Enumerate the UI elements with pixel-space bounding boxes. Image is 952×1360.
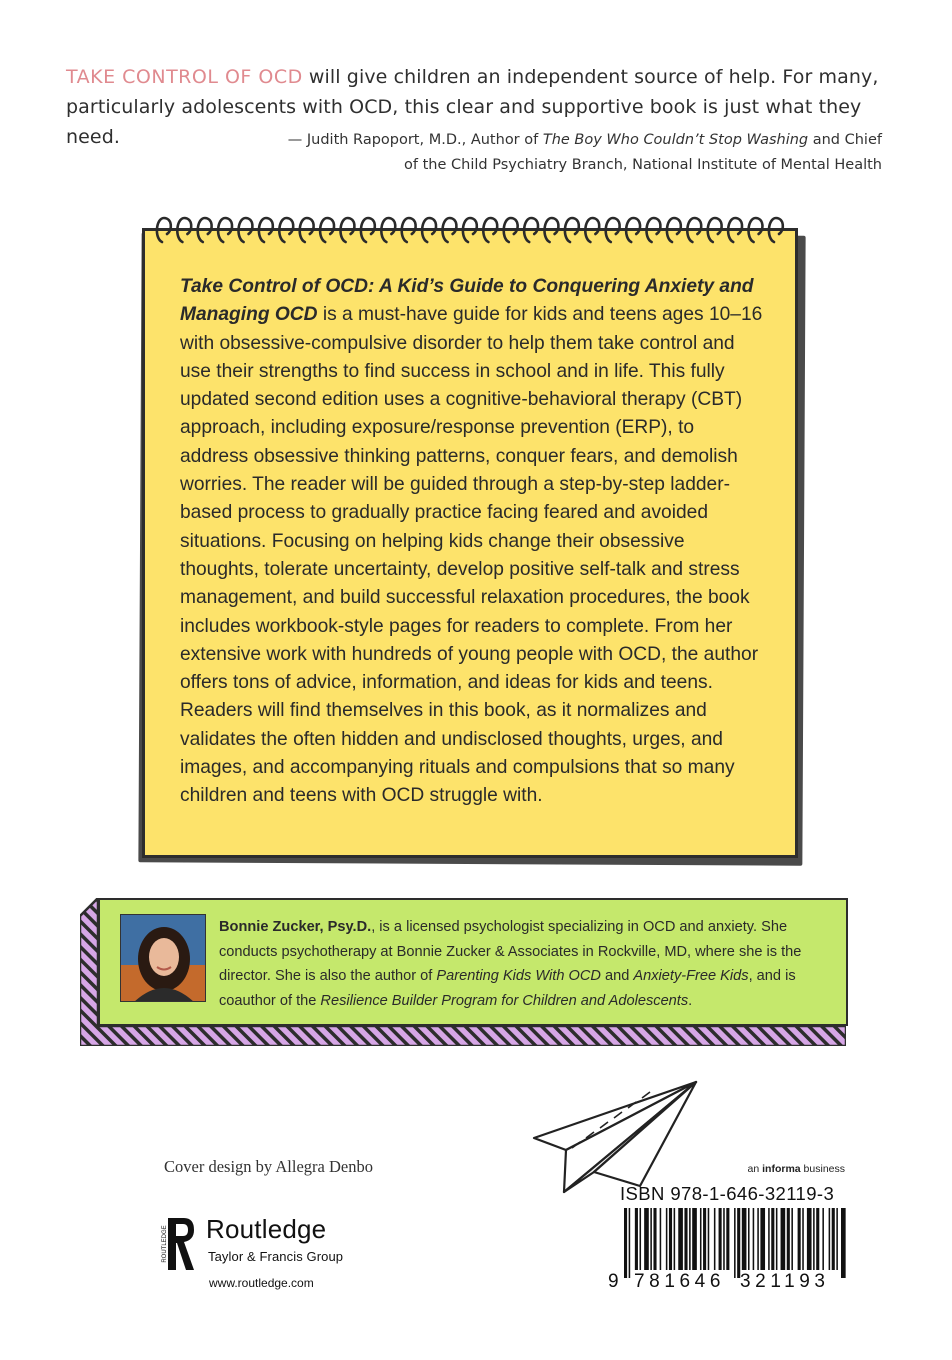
- author-name: Bonnie Zucker, Psy.D.: [219, 919, 372, 935]
- barcode-bar: [816, 1208, 819, 1270]
- spiral-loop: [708, 218, 722, 242]
- barcode-bar: [737, 1208, 740, 1278]
- spiral-loop: [300, 218, 314, 242]
- barcode-bar: [650, 1208, 652, 1270]
- informa-business: [748, 1163, 845, 1175]
- spiral-loop: [667, 218, 681, 242]
- informa-suffix: business: [800, 1163, 845, 1175]
- barcode-bar: [629, 1208, 631, 1278]
- barcode-bar: [714, 1208, 716, 1270]
- barcode-bar: [748, 1208, 750, 1270]
- spiral-loop: [606, 218, 620, 242]
- description-body: is a must-have guide for kids and teens ages 10–16 with obsessive-compulsive disorder to help them take control and use their strengths to find success in school and in life. This fully updated second edition uses a cognitive-behavioral therapy (CBT) approach, including exposure/response prevention (ERP), to address obsessive thinking patterns, conquer fears, and demolish worries. The reader will be guided through a step-by-step ladder-based process to gradually practice facing feared and avoided situations. Focusing on helping kids change their obsessive thoughts, tolerate uncertainty, develop positive self-talk and stress management, and build successful relaxation procedures, the book includes workbook-style pages for readers to complete. From her extensive work with hundreds of young people with OCD, the author offers tons of advice, information, and ideas for kids and teens. Readers will find themselves in this book, as it normalizes and validates the often hidden and undisclosed thoughts, urges, and images, and accompanying rituals and compulsions that so many children and teens with OCD struggle with.: [180, 304, 763, 807]
- bio-book-2: Anxiety-Free Kids: [633, 968, 749, 984]
- spiral-loop: [279, 218, 293, 242]
- barcode-bar: [813, 1208, 815, 1270]
- bio-text-3: , and is coauthor of the: [219, 968, 796, 1009]
- attribution-book: The Boy Who Couldn’t Stop Washing: [542, 132, 809, 148]
- spiral-loop: [381, 218, 395, 242]
- publisher-url: www.routledge.com: [209, 1276, 314, 1290]
- author-bio: [219, 915, 831, 1013]
- barcode-bar: [640, 1208, 642, 1270]
- cover-design-credit: Cover design by Allegra Denbo: [164, 1157, 373, 1176]
- barcode-group-2: 321193: [740, 1271, 830, 1292]
- spiral-loop: [565, 218, 579, 242]
- barcode-bar: [726, 1208, 729, 1270]
- spiral-binding-icon: [142, 212, 798, 248]
- barcode-bar: [660, 1208, 662, 1270]
- spiral-loop: [341, 218, 355, 242]
- spiral-loop: [443, 218, 457, 242]
- barcode-bar: [776, 1208, 778, 1270]
- description-title: Take Control of OCD: A Kid’s Guide to Conquering Anxiety and Managing OCD: [180, 276, 754, 326]
- barcode-bar: [684, 1208, 687, 1270]
- barcode-bar: [723, 1208, 725, 1270]
- bio-text-1: , is a licensed psychologist specializing in OCD and anxiety. She conducts psychotherapy at Bonnie Zucker & Associates in Rockville, MD, where she is the director. She is also the author of: [219, 919, 802, 984]
- attribution-suffix: and Chief of the Child Psychiatry Branch, National Institute of Mental Health: [404, 132, 882, 173]
- barcode-bar: [787, 1208, 790, 1270]
- informa-prefix: an: [747, 1163, 763, 1175]
- routledge-logo-icon: [160, 1216, 196, 1272]
- spiral-loop: [504, 218, 518, 242]
- spiral-loop: [320, 218, 334, 242]
- isbn-label: ISBN 978-1-646-32119-3: [620, 1183, 835, 1204]
- publisher-name: Routledge: [206, 1214, 327, 1244]
- barcode-bar: [669, 1208, 672, 1270]
- spiral-loop: [728, 218, 742, 242]
- spiral-loop: [157, 218, 171, 242]
- spiral-loop: [626, 218, 640, 242]
- spiral-loop: [218, 218, 232, 242]
- bio-book-3: Resilience Builder Program for Children and Adolescents: [320, 992, 689, 1009]
- spiral-loop: [769, 218, 783, 242]
- barcode-bar: [653, 1208, 656, 1270]
- spiral-loop: [687, 218, 701, 242]
- barcode-bar: [798, 1208, 801, 1270]
- spiral-loop: [463, 218, 477, 242]
- bio-text-4: .: [688, 992, 693, 1009]
- barcode-bar: [781, 1208, 786, 1270]
- barcode-bar: [703, 1208, 706, 1270]
- barcode-bar: [791, 1208, 793, 1270]
- barcode-bar: [768, 1208, 770, 1270]
- spiral-loop: [585, 218, 599, 242]
- spiral-loop: [483, 218, 497, 242]
- bio-book-1: Parenting Kids With OCD: [436, 968, 601, 984]
- quote-attribution: [282, 128, 882, 178]
- barcode-bar: [644, 1208, 649, 1270]
- spiral-loop: [524, 218, 538, 242]
- barcode-bar: [635, 1208, 638, 1270]
- spiral-loop: [361, 218, 375, 242]
- spiral-loop: [198, 218, 212, 242]
- publisher-group: Taylor & Francis Group: [208, 1249, 344, 1264]
- spiral-loop: [402, 218, 416, 242]
- barcode-bar: [771, 1208, 774, 1270]
- barcode-bar: [734, 1208, 736, 1278]
- barcode-bar: [802, 1208, 804, 1270]
- barcode-lead-digit: 9: [608, 1271, 619, 1292]
- barcode-bar: [674, 1208, 676, 1270]
- spiral-loop: [647, 218, 661, 242]
- barcode-bar: [719, 1208, 722, 1270]
- barcode-bar: [678, 1208, 683, 1270]
- barcode-bar: [666, 1208, 668, 1270]
- informa-brand: informa: [762, 1163, 801, 1175]
- quote-book-title: TAKE CONTROL OF OCD: [66, 66, 303, 88]
- barcode-bar: [836, 1208, 838, 1270]
- barcode-bar: [822, 1208, 824, 1270]
- spiral-loop: [259, 218, 273, 242]
- spiral-loop: [749, 218, 763, 242]
- barcode-bar: [692, 1208, 697, 1270]
- barcode-bar: [708, 1208, 710, 1270]
- barcode-bar: [841, 1208, 846, 1278]
- attribution-prefix: — Judith Rapoport, M.D., Author of: [287, 132, 543, 148]
- spiral-loop: [177, 218, 191, 242]
- logo-vertical-text: ROUTLEDGE: [162, 1225, 168, 1263]
- author-photo: [120, 914, 206, 1002]
- barcode-bar: [624, 1208, 627, 1278]
- spiral-loop: [422, 218, 436, 242]
- barcode-bar: [829, 1208, 831, 1270]
- barcode-icon: [624, 1208, 846, 1278]
- barcode-bar: [757, 1208, 759, 1270]
- book-description: [180, 273, 766, 811]
- barcode-bar: [760, 1208, 765, 1270]
- barcode-bar: [689, 1208, 691, 1270]
- bio-text-2: and: [600, 968, 634, 984]
- spiral-loop: [239, 218, 253, 242]
- barcode-bar: [700, 1208, 702, 1270]
- paper-plane-icon: [528, 1076, 704, 1198]
- barcode-bar: [753, 1208, 755, 1270]
- barcode-group-1: 781646: [634, 1271, 726, 1292]
- barcode-bar: [807, 1208, 812, 1270]
- barcode-bar: [832, 1208, 835, 1270]
- spiral-loop: [545, 218, 559, 242]
- quote-text: will give children an independent source of help. For many, particularly adolescents with OCD, this clear and supportive book is just what they need.: [66, 66, 879, 148]
- barcode-bar: [742, 1208, 747, 1270]
